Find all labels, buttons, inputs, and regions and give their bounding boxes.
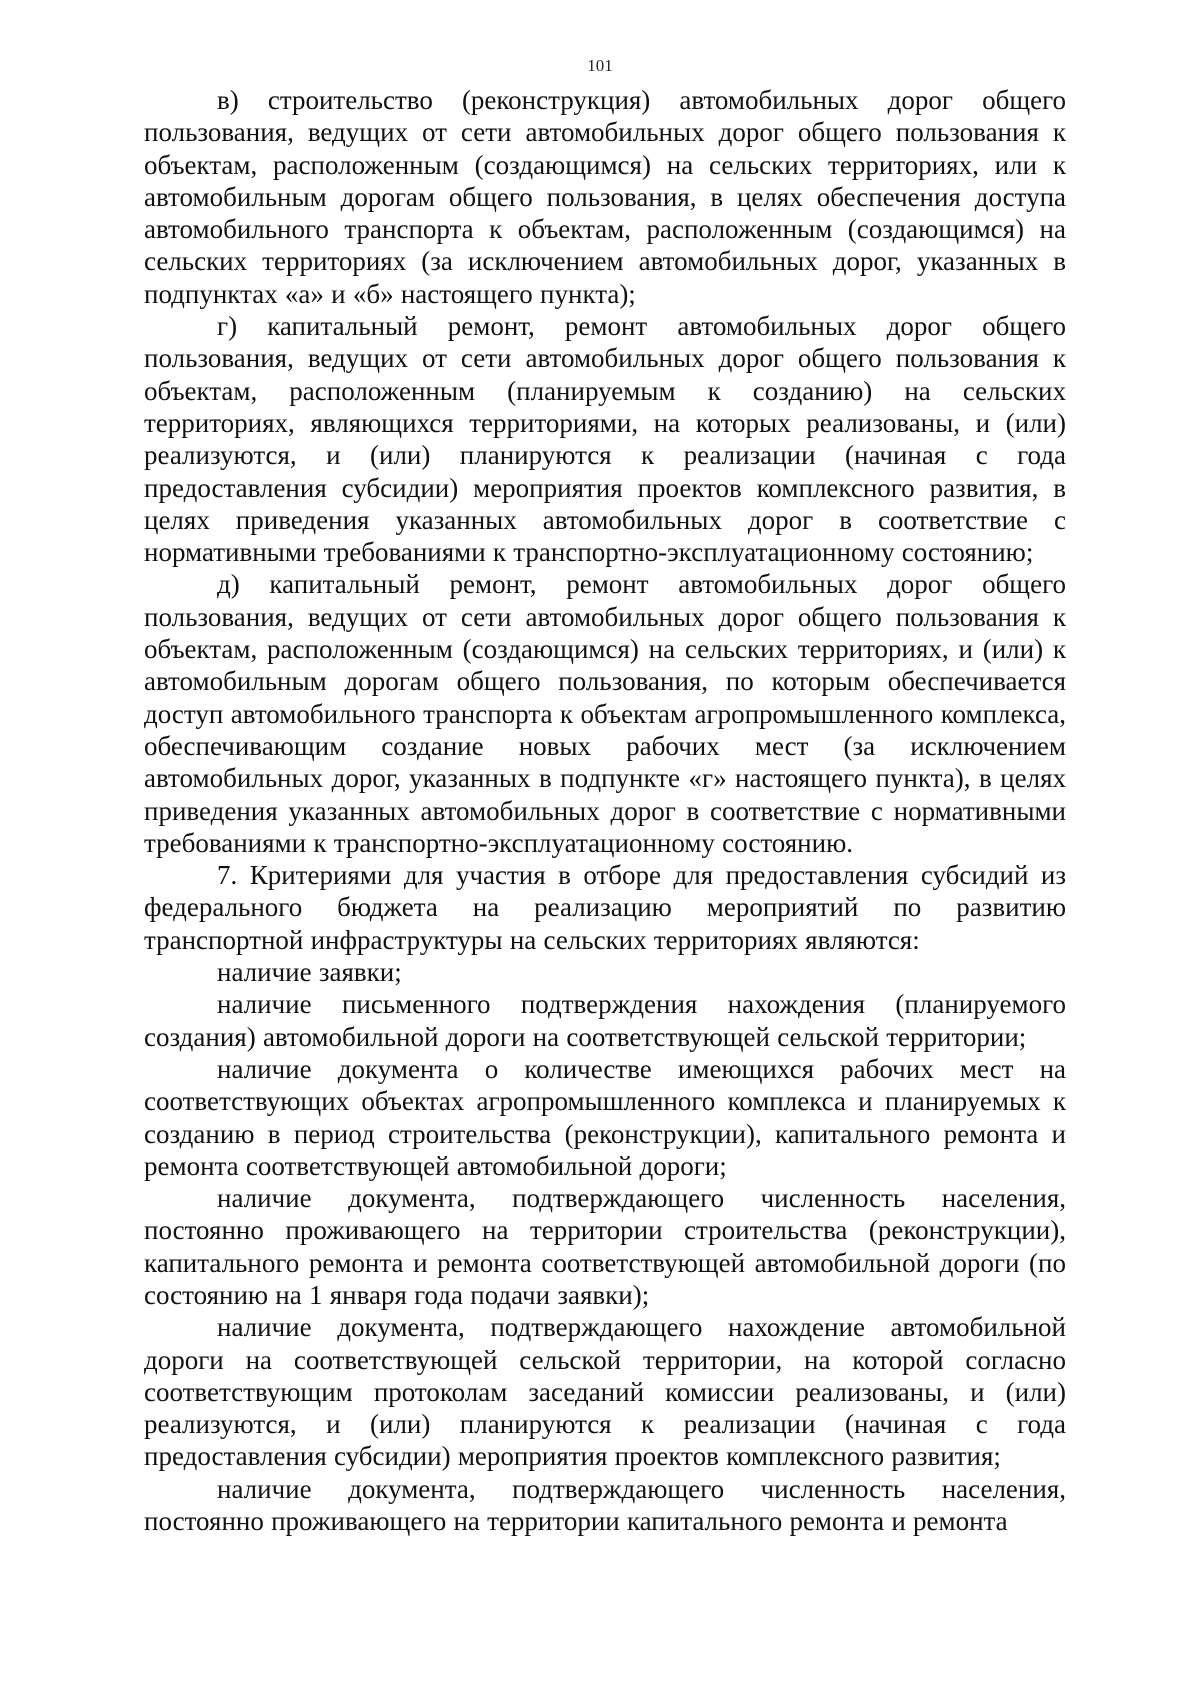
criteria-population-document: наличие документа, подтверждающего численность населения, постоянно проживающего на территории строительства (реконструкции), капитального ремонта и ремонта соответствующей автомобильной дороги (по состоянию на 1 января года подачи заявки); [144, 1183, 1066, 1310]
paragraph-criteria-7: 7. Критериями для участия в отборе для предоставления субсидий из федерального бюджета на реализацию мероприятий по развитию транспортной инфраструктуры на сельских территориях являются: [144, 860, 1066, 955]
criteria-territory-document: наличие документа, подтверждающего нахождение автомобильной дороги на соответствующей сельской территории, на которой согласно соответствующим протоколам заседаний комиссии реализованы, и (или) реализуются, и (или) планируются к реализации (начиная с года предоставления субсидии) мероприятия проектов комплексного развития; [144, 1312, 1066, 1472]
paragraph-item-g: г) капитальный ремонт, ремонт автомобильных дорог общего пользования, ведущих от сети автомобильных дорог общего пользования к объектам, расположенным (планируемым к созданию) на сельских территориях, являющихся территориями, на которых реализованы, и (или) реализуются, и (или) планируются к реализации (начиная с года предоставления субсидии) мероприятия проектов комплексного развития, в целях приведения указанных автомобильных дорог в соответствие с нормативными требованиями к транспортно-эксплуатационному состоянию; [144, 311, 1066, 568]
document-body [144, 84, 1066, 1537]
criteria-population-repair-document: наличие документа, подтверждающего численность населения, постоянно проживающего на территории капитального ремонта и ремонта [144, 1473, 1066, 1537]
criteria-jobs-document: наличие документа о количестве имеющихся рабочих мест на соответствующих объектах агропромышленного комплекса и планируемых к созданию в период строительства (реконструкции), капитального ремонта и ремонта соответствующей автомобильной дороги; [144, 1053, 1066, 1181]
paragraph-item-v: в) строительство (реконструкция) автомобильных дорог общего пользования, ведущих от сети автомобильных дорог общего пользования к объектам, расположенным (создающимся) на сельских территориях, или к автомобильным дорогам общего пользования, в целях обеспечения доступа автомобильного транспорта к объектам, расположенным (создающимся) на сельских территориях (за исключением автомобильных дорог, указанных в подпунктах «а» и «б» настоящего пункта); [144, 85, 1066, 309]
paragraph-item-d: д) капитальный ремонт, ремонт автомобильных дорог общего пользования, ведущих от сети автомобильных дорог общего пользования к объектам, расположенным (создающимся) на сельских территориях, и (или) к автомобильным дорогам общего пользования, по которым обеспечивается доступ автомобильного транспорта к объектам агропромышленного комплекса, обеспечивающим создание новых рабочих мест (за исключением автомобильных дорог, указанных в подпункте «г» настоящего пункта), в целях приведения указанных автомобильных дорог в соответствие с нормативными требованиями к транспортно-эксплуатационному состоянию. [144, 569, 1066, 858]
criteria-application: наличие заявки; [217, 957, 402, 988]
page-number: 101 [587, 56, 613, 75]
criteria-written-confirmation: наличие письменного подтверждения нахождения (планируемого создания) автомобильной дороги на соответствующей сельской территории; [144, 989, 1066, 1052]
